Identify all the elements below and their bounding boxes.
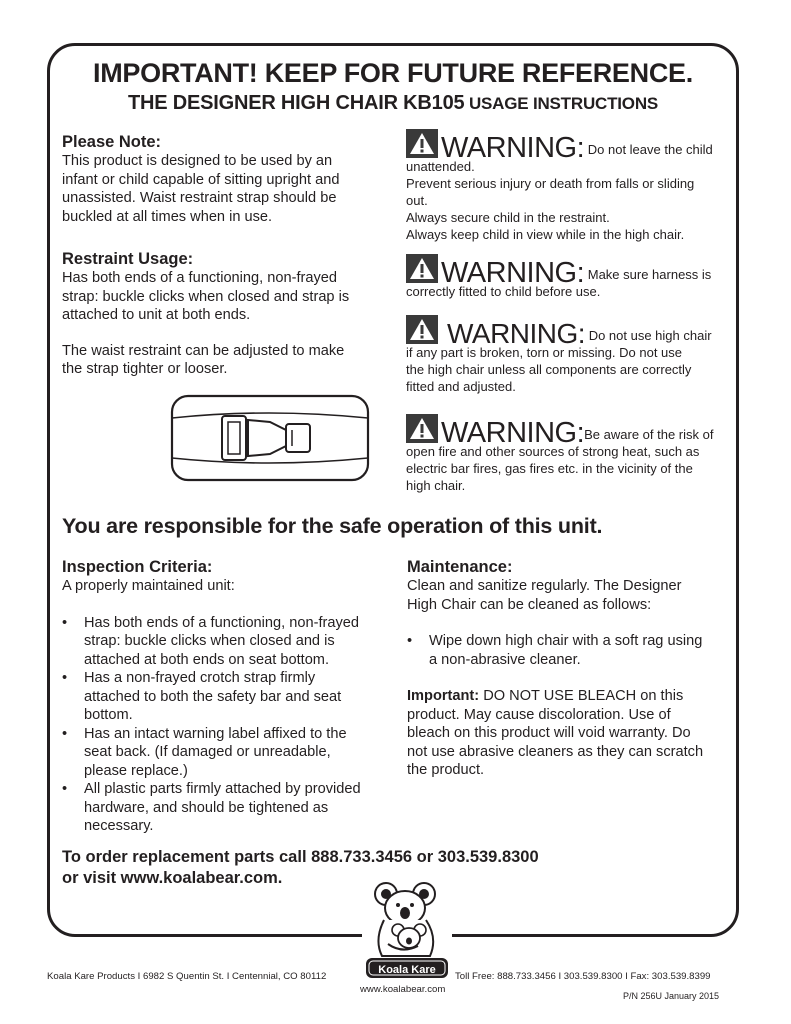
warning-1 [406, 129, 736, 243]
text-line: strap: buckle clicks when closed and strap is [62, 288, 350, 305]
subtitle-main: THE DESIGNER HIGH CHAIR KB105 [127, 92, 465, 114]
buckle-illustration [168, 392, 372, 484]
text-line: if any part is broken, torn or missing. Do not use [406, 345, 683, 360]
inspection-list [62, 614, 392, 836]
page-title: IMPORTANT! KEEP FOR FUTURE REFERENCE. [93, 58, 693, 88]
inspection-intro: A properly maintained unit: [62, 578, 235, 594]
please-note-section [62, 133, 392, 226]
text-line: This product is designed to be used by an [62, 153, 333, 169]
please-note-heading: Please Note: [62, 133, 162, 151]
list-item: • Has an intact warning label affixed to the seat back. (If damaged or unreadable, please replace.) [62, 725, 392, 781]
maintenance-list [407, 632, 737, 669]
footer-phone: Toll Free: 888.733.3456 I 303.539.8300 I Fax: 303.539.8399 [455, 971, 711, 982]
text-line: out. [406, 193, 428, 208]
inspection-heading: Inspection Criteria: [62, 558, 213, 576]
text-line: unassisted. Waist restraint strap should be [62, 190, 337, 206]
list-item: • Has a non-frayed crotch strap firmly attached to both the safety bar and seat bottom. [62, 669, 392, 725]
warning-text-first: Do not leave the child [584, 142, 713, 157]
please-note-text [62, 152, 392, 226]
warning-2 [406, 254, 736, 300]
warning-triangle-icon [406, 254, 438, 283]
koala-logo-icon [362, 878, 452, 982]
text-line: electric bar fires, gas fires etc. in the vicinity of the [406, 461, 693, 476]
text-line: buckled at all times when in use. [62, 208, 273, 225]
list-item: • All plastic parts firmly attached by provided hardware, and should be tightened as necessary. [62, 780, 392, 836]
warning-text-first: Be aware of the risk of [584, 427, 714, 442]
text-line: high chair. [406, 478, 466, 493]
text-line: the high chair unless all components are correctly [406, 362, 692, 377]
warning-text-first: Make sure harness is [584, 267, 712, 282]
part-number: P/N 256U January 2015 [623, 991, 720, 1001]
warning-label: WARNING: [441, 132, 585, 164]
maintenance-heading: Maintenance: [407, 558, 513, 576]
maintenance-important: Important: DO NOT USE BLEACH on this product. May cause discoloration. Use of bleach on this product will void warranty. Do not use abrasive cleaners as they can scratch the product. [407, 688, 704, 778]
subtitle-small: USAGE INSTRUCTIONS [464, 94, 659, 113]
order-info: To order replacement parts call 888.733.3456 or 303.539.8300 or visit www.koalabear.com. [62, 848, 539, 887]
text-line: Always secure child in the restraint. [406, 210, 610, 225]
inspection-criteria-section [62, 558, 392, 836]
text-line: correctly fitted to child before use. [406, 284, 601, 299]
text-line: open fire and other sources of strong heat, such as [406, 444, 700, 459]
text-line: attached to unit at both ends. [62, 307, 251, 323]
responsibility-statement: You are responsible for the safe operation of this unit. [62, 514, 603, 538]
warning-label: WARNING: [447, 318, 586, 349]
warning-label: WARNING: [441, 417, 585, 449]
list-item: • Wipe down high chair with a soft rag using a non-abrasive cleaner. [407, 632, 737, 669]
text-line: Prevent serious injury or death from falls or sliding [406, 176, 695, 191]
restraint-usage-section [62, 250, 392, 379]
text-line: unattended. [406, 159, 475, 174]
footer-address: Koala Kare Products I 6982 S Quentin St. I Centennial, CO 80112 [47, 971, 327, 982]
text-line: Has both ends of a functioning, non-frayed [62, 270, 338, 286]
restraint-usage-text [62, 269, 392, 379]
maintenance-section [407, 558, 737, 780]
warning-triangle-icon [406, 129, 438, 158]
koala-kare-logo [362, 878, 452, 988]
text-line: Always keep child in view while in the high chair. [406, 227, 685, 242]
important-label: Important: [407, 688, 480, 704]
logo-wordmark: Koala Kare [378, 964, 436, 976]
text-line: fitted and adjusted. [406, 379, 516, 394]
page-subtitle [47, 92, 739, 115]
maintenance-intro: Clean and sanitize regularly. The Designer High Chair can be cleaned as follows: [407, 578, 682, 613]
restraint-usage-heading: Restraint Usage: [62, 250, 194, 268]
footer-website: www.koalabear.com [360, 984, 446, 995]
warning-triangle-icon [406, 414, 438, 443]
warning-label: WARNING: [441, 257, 585, 289]
warning-triangle-icon [406, 315, 438, 344]
text-line: the strap tighter or looser. [62, 361, 228, 377]
warning-4 [406, 414, 736, 494]
list-item: • Has both ends of a functioning, non-frayed strap: buckle clicks when closed and is attached at both ends on seat bottom. [62, 614, 392, 670]
text-line: infant or child capable of sitting upright and [62, 171, 340, 188]
warning-text-first: Do not use high chair [585, 328, 712, 343]
warning-3 [406, 315, 736, 395]
text-line: The waist restraint can be adjusted to make [62, 342, 345, 359]
